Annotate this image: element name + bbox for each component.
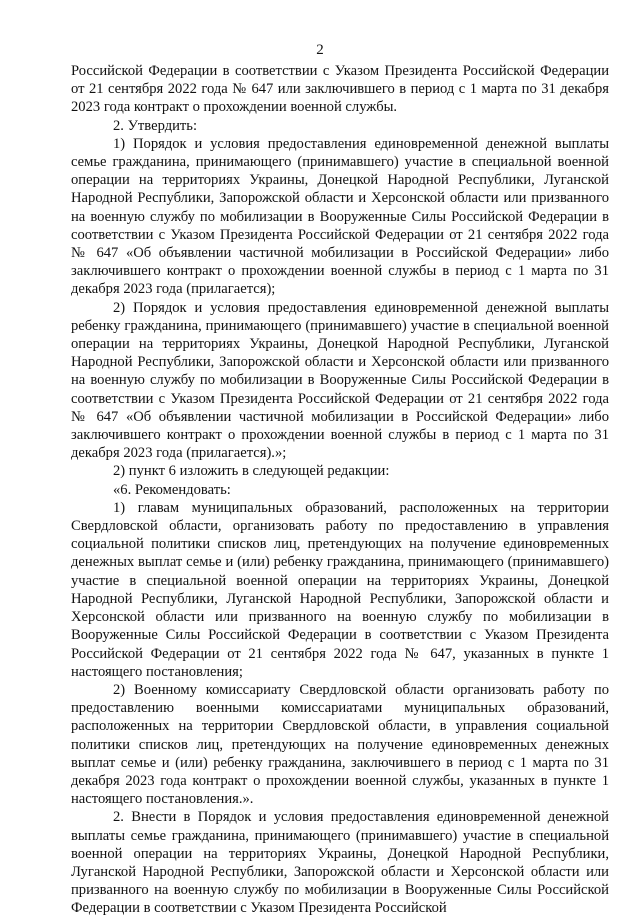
paragraph-recommend-1-municipal: 1) главам муниципальных образований, расположенных на территории Свердловской области, организовать работу по предоставлению в управления социальной политики списков лиц, претендующих на получение единовременных денежных выплат семье и (или) ребенку гражданина, принимающего (принимавшего) участие в специальной военной операции на территориях Украины, Донецкой Народной Республики, Луганской Народной Республики, Запорожской области и Херсонской области или призванного на военную службу по мобилизации в Вооруженные Силы Российской Федерации в соответствии с Указом Президента Российской Федерации от 21 сентября 2022 года № 647, указанных в пункте 1 настоящего постановления;	[71, 499, 609, 680]
paragraph-recommend-2-commissariat: 2) Военному комиссариату Свердловской области организовать работу по предоставлению военными комиссариатами муниципальных образований, расположенных на территории Свердловской области, в управления социальной политики списков лиц, претендующих на получение единовременных денежных выплат семье и (или) ребенку гражданина, заключившего в период с 1 марта по 31 декабря 2023 года контракт о прохождении военной службы, указанных в пункте 1 настоящего постановления.».	[71, 681, 609, 808]
paragraph-item-2-amend-procedure: 2. Внести в Порядок и условия предоставления единовременной денежной выплаты семье гражданина, принимающего (принимавшего) участие в специальной военной операции на территориях Украины, Донецкой Народной Республики, Луганской Народной Республики, Запорожской области и Херсонской области или призванного на военную службу по мобилизации в Вооруженные Силы Российской Федерации в соответствии с Указом Президента Российской	[71, 809, 609, 917]
paragraph-item-2-approve: 2. Утвердить:	[113, 117, 198, 134]
paragraph-recommend: «6. Рекомендовать:	[113, 481, 231, 498]
page-number: 2	[316, 42, 324, 58]
paragraph-subitem-2-child: 2) Порядок и условия предоставления единовременной денежной выплаты ребенку гражданина, принимающего (принимавшего) участие в специальной военной операции на территориях Украины, Донецкой Народной Республики, Луганской Народной Республики, Запорожской области и Херсонской области или призванного на военную службу по мобилизации в Вооруженные Силы Российской Федерации в соответствии с Указом Президента Российской Федерации от 21 сентября 2022 года № 647 «Об объявлении частичной мобилизации в Российской Федерации» либо заключившего контракт о прохождении военной службы в период с 1 марта по 31 декабря 2023 года (прилагается).»;	[71, 299, 609, 462]
paragraph-subitem-1-family: 1) Порядок и условия предоставления единовременной денежной выплаты семье гражданина, принимающего (принимавшего) участие в специальной военной операции на территориях Украины, Донецкой Народной Республики, Луганской Народной Республики, Запорожской области и Херсонской области или призванного на военную службу по мобилизации в Вооруженные Силы Российской Федерации в соответствии с Указом Президента Российской Федерации от 21 сентября 2022 года № 647 «Об объявлении частичной мобилизации в Российской Федерации» либо заключившего контракт о прохождении военной службы в период с 1 марта по 31 декабря 2023 года (прилагается);	[71, 135, 609, 298]
document-body	[71, 62, 609, 918]
paragraph-continuation: Российской Федерации в соответствии с Указом Президента Российской Федерации от 21 сентября 2022 года № 647 или заключившего в период с 1 марта по 31 декабря 2023 года контракт о прохождении военной службы.	[71, 63, 609, 116]
paragraph-point-6-amend: 2) пункт 6 изложить в следующей редакции:	[113, 463, 390, 480]
